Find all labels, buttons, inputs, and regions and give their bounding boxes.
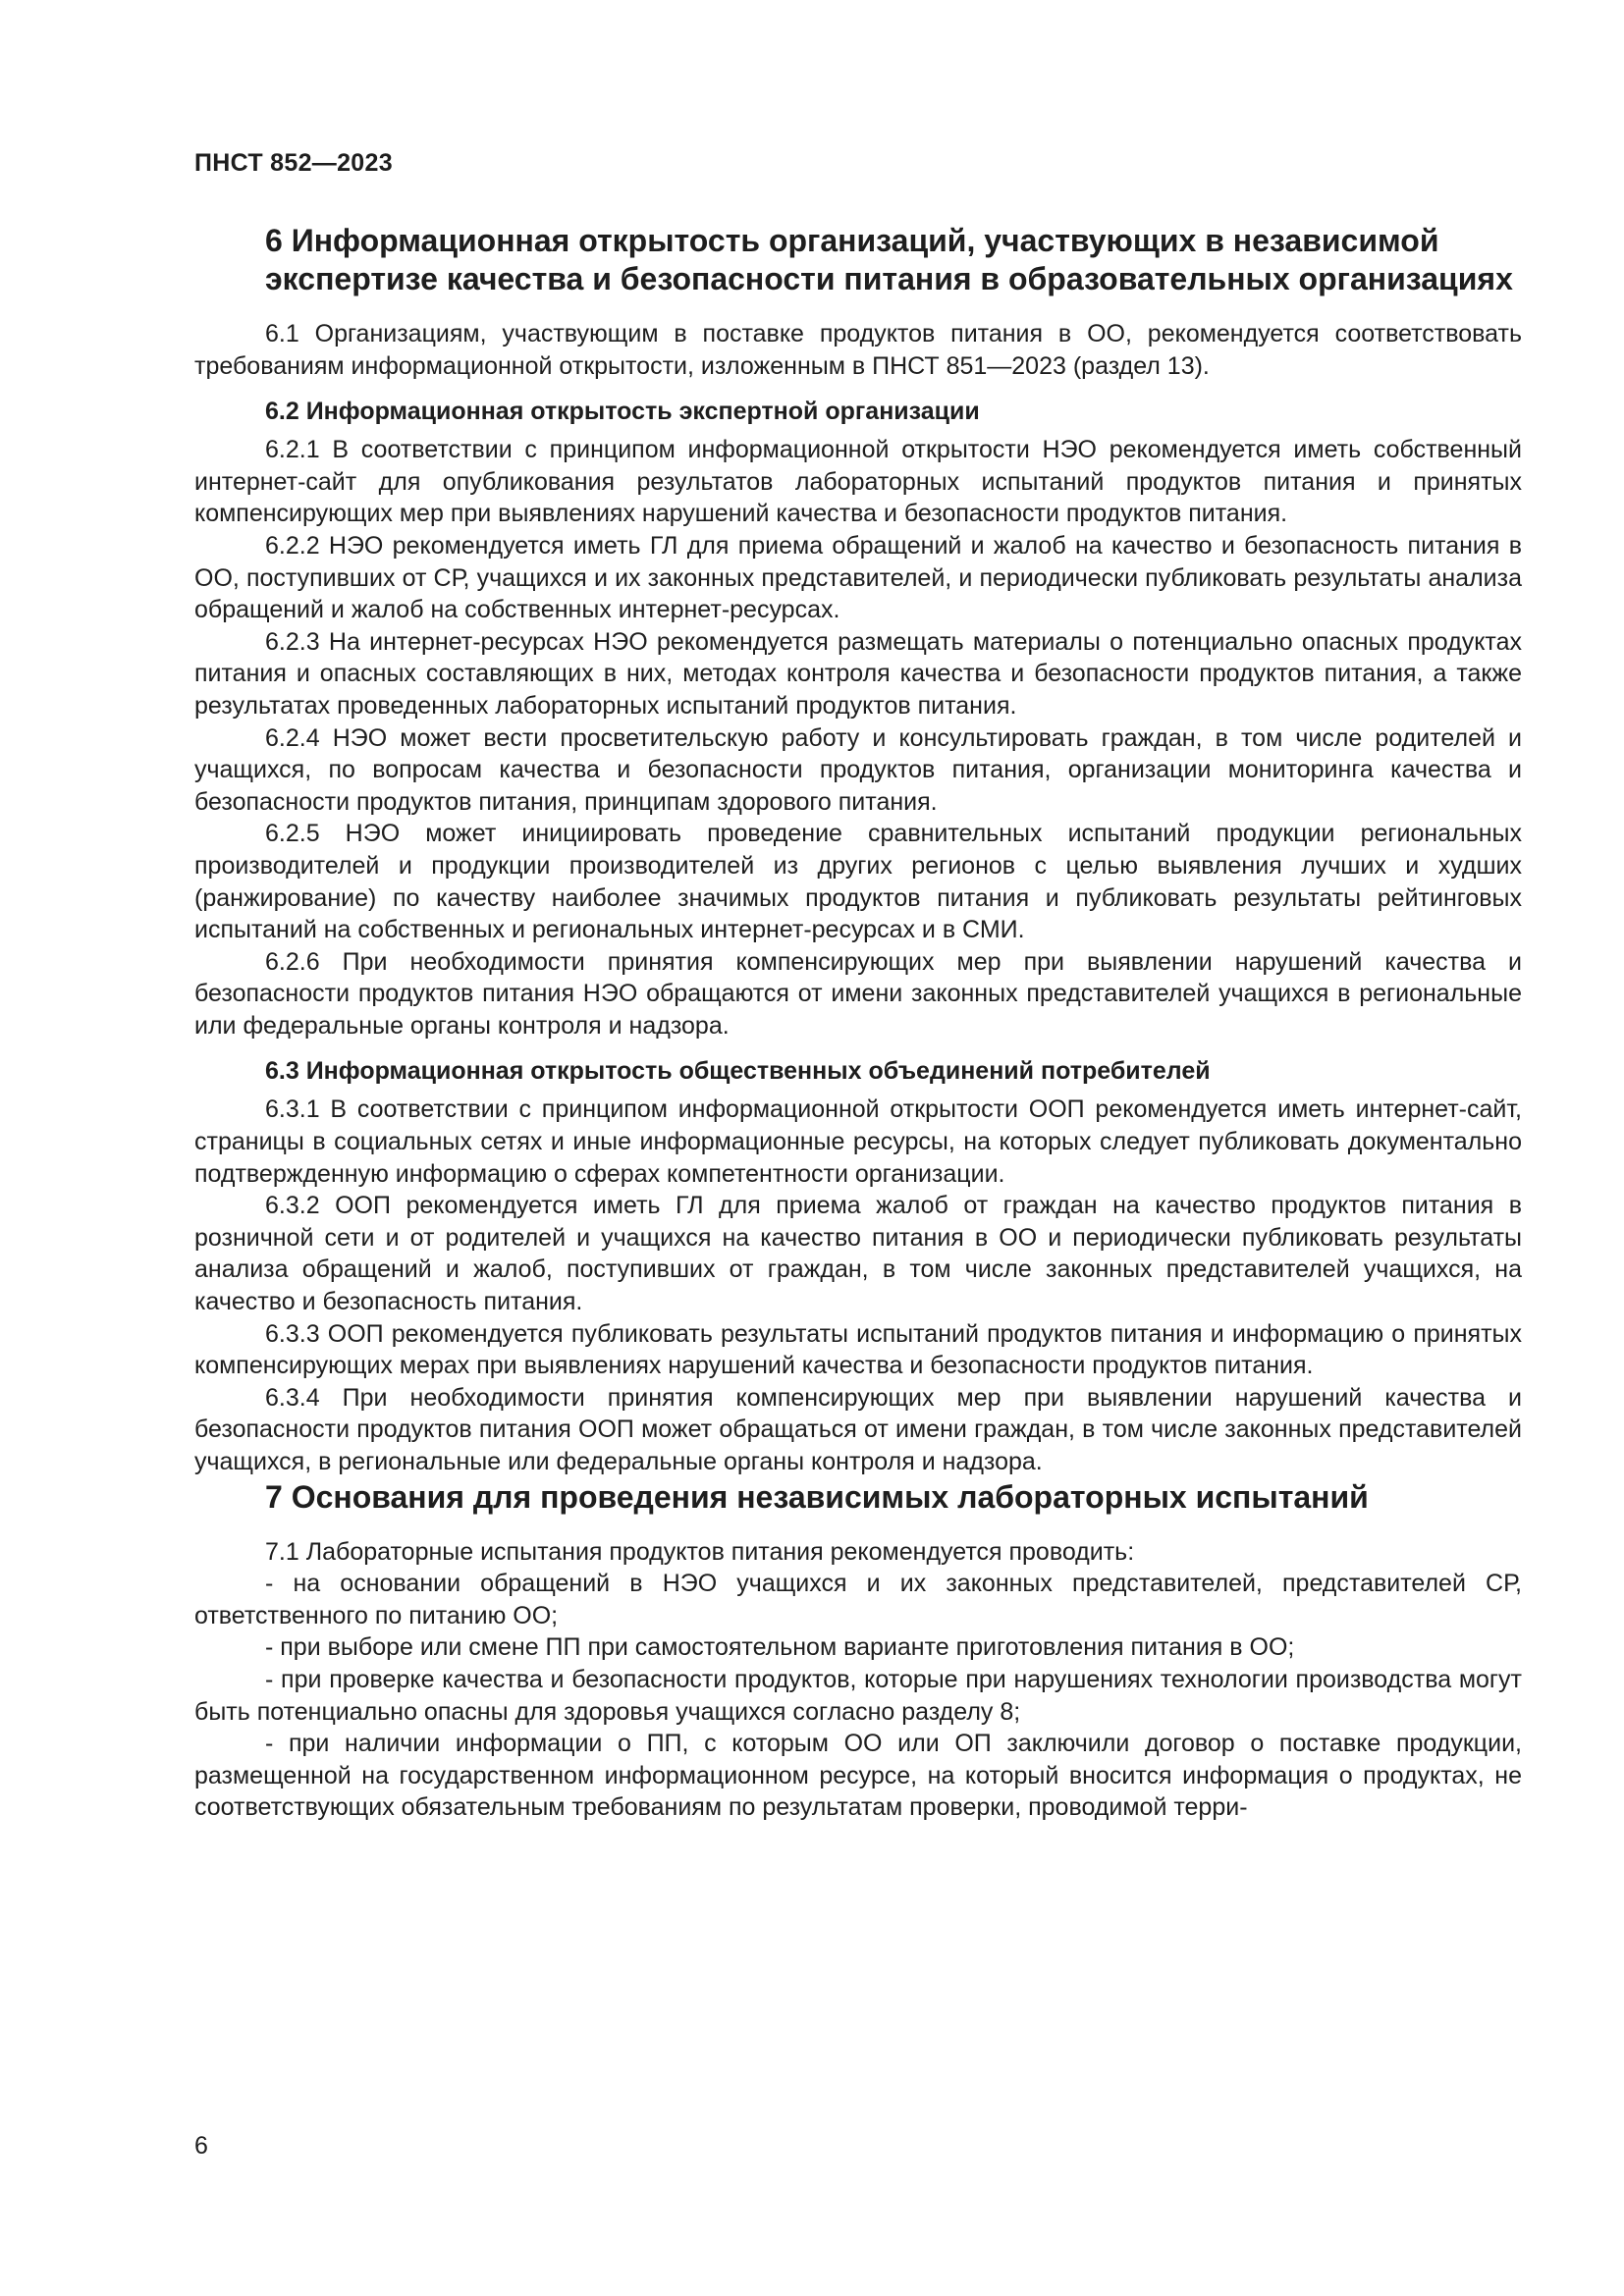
list-item: - на основании обращений в НЭО учащихся и их законных представителей, представителей СР, ответственного по питанию ОО; [194, 1570, 1522, 1629]
section-6-title: 6 Информационная открытость организаций, участвующих в независимой экспертизе качества и безопасности питания в образовательных организациях [265, 223, 1513, 296]
list-item: - при наличии информации о ПП, с которым ОО или ОП заключили договор о поставке продукции, размещенной на государственном информационном ресурсе, на который вносится информация о продуктах, не соответствующих обязательным требованиям по результатам проверки, проводимой терри- [194, 1730, 1522, 1822]
subsection-6-2-title: 6.2 Информационная открытость экспертной организации [265, 398, 980, 426]
page-number: 6 [194, 2132, 208, 2160]
paragraph-6-2-3: 6.2.3 На интернет-ресурсах НЭО рекомендуется размещать материалы о потенциально опасных продуктах питания и опасных составляющих в них, методах контроля качества и безопасности продуктов питания, а также результатах проведенных лабораторных испытаний продуктов питания. [194, 627, 1522, 720]
paragraph-6-2-2: 6.2.2 НЭО рекомендуется иметь ГЛ для приема обращений и жалоб на качество и безопасность питания в ОО, поступивших от СР, учащихся и их законных представителей, и периодически публиковать результаты анализа обращений и жалоб на собственных интернет-ресурсах. [194, 531, 1522, 624]
paragraph-6-3-2: 6.3.2 ООП рекомендуется иметь ГЛ для приема жалоб от граждан на качество продуктов питания в розничной сети и от родителей и учащихся на качество питания в ОО и периодически публиковать результаты анализа обращений и жалоб, поступивших от граждан, в том числе законных представителей учащихся, на качество и безопасность питания. [194, 1192, 1522, 1316]
list-item: - при выборе или смене ПП при самостоятельном варианте приготовления питания в ОО; [265, 1633, 1295, 1662]
list-item: - при проверке качества и безопасности продуктов, которые при нарушениях технологии производства могут быть потенциально опасны для здоровья учащихся согласно разделу 8; [194, 1665, 1522, 1726]
page-body [194, 222, 1522, 1824]
paragraph-6-3-3: 6.3.3 ООП рекомендуется публиковать результаты испытаний продуктов питания и информацию о принятых компенсирующих мерах при выявлениях нарушений качества и безопасности продуктов питания. [194, 1319, 1522, 1380]
paragraph-6-2-5: 6.2.5 НЭО может инициировать проведение сравнительных испытаний продукции региональных производителей и продукции производителей из других регионов с целью выявления лучших и худших (ранжирование) по качеству наиболее значимых продуктов питания и публиковать результаты рейтинговых испытаний на собственных и региональных интернет-ресурсах и в СМИ. [194, 820, 1522, 944]
section-7-title: 7 Основания для проведения независимых лабораторных испытаний [265, 1478, 1369, 1515]
paragraph-6-2-6: 6.2.6 При необходимости принятия компенсирующих мер при выявлении нарушений качества и безопасности продуктов питания НЭО обращаются от имени законных представителей учащихся в региональные или федеральные органы контроля и надзора. [194, 947, 1522, 1040]
paragraph-6-2-1: 6.2.1 В соответствии с принципом информационной открытости НЭО рекомендуется иметь собственный интернет-сайт для опубликования результатов лабораторных испытаний продуктов питания и принятых компенсирующих мер при выявлениях нарушений качества и безопасности продуктов питания. [194, 436, 1522, 528]
subsection-6-3-title: 6.3 Информационная открытость общественных объединений потребителей [265, 1057, 1211, 1086]
paragraph-6-3-1: 6.3.1 В соответствии с принципом информационной открытости ООП рекомендуется иметь интернет-сайт, страницы в социальных сетях и иные информационные ресурсы, на которых следует публиковать документально подтвержденную информацию о сферах компетентности организации. [194, 1095, 1522, 1188]
paragraph-6-2-4: 6.2.4 НЭО может вести просветительскую работу и консультировать граждан, в том числе родителей и учащихся, по вопросам качества и безопасности продуктов питания, организации мониторинга качества и безопасности продуктов питания, принципам здорового питания. [194, 723, 1522, 816]
paragraph-6-1: 6.1 Организациям, участвующим в поставке продуктов питания в ОО, рекомендуется соответствовать требованиям информационной открытости, изложенным в ПНСТ 851—2023 (раздел 13). [194, 320, 1522, 380]
paragraph-6-3-4: 6.3.4 При необходимости принятия компенсирующих мер при выявлении нарушений качества и безопасности продуктов питания ООП может обращаться от имени граждан, в том числе законных представителей учащихся, в региональные или федеральные органы контроля и надзора. [194, 1383, 1522, 1475]
document-code: ПНСТ 852—2023 [194, 149, 393, 177]
paragraph-7-1: 7.1 Лабораторные испытания продуктов питания рекомендуется проводить: [265, 1537, 1135, 1566]
